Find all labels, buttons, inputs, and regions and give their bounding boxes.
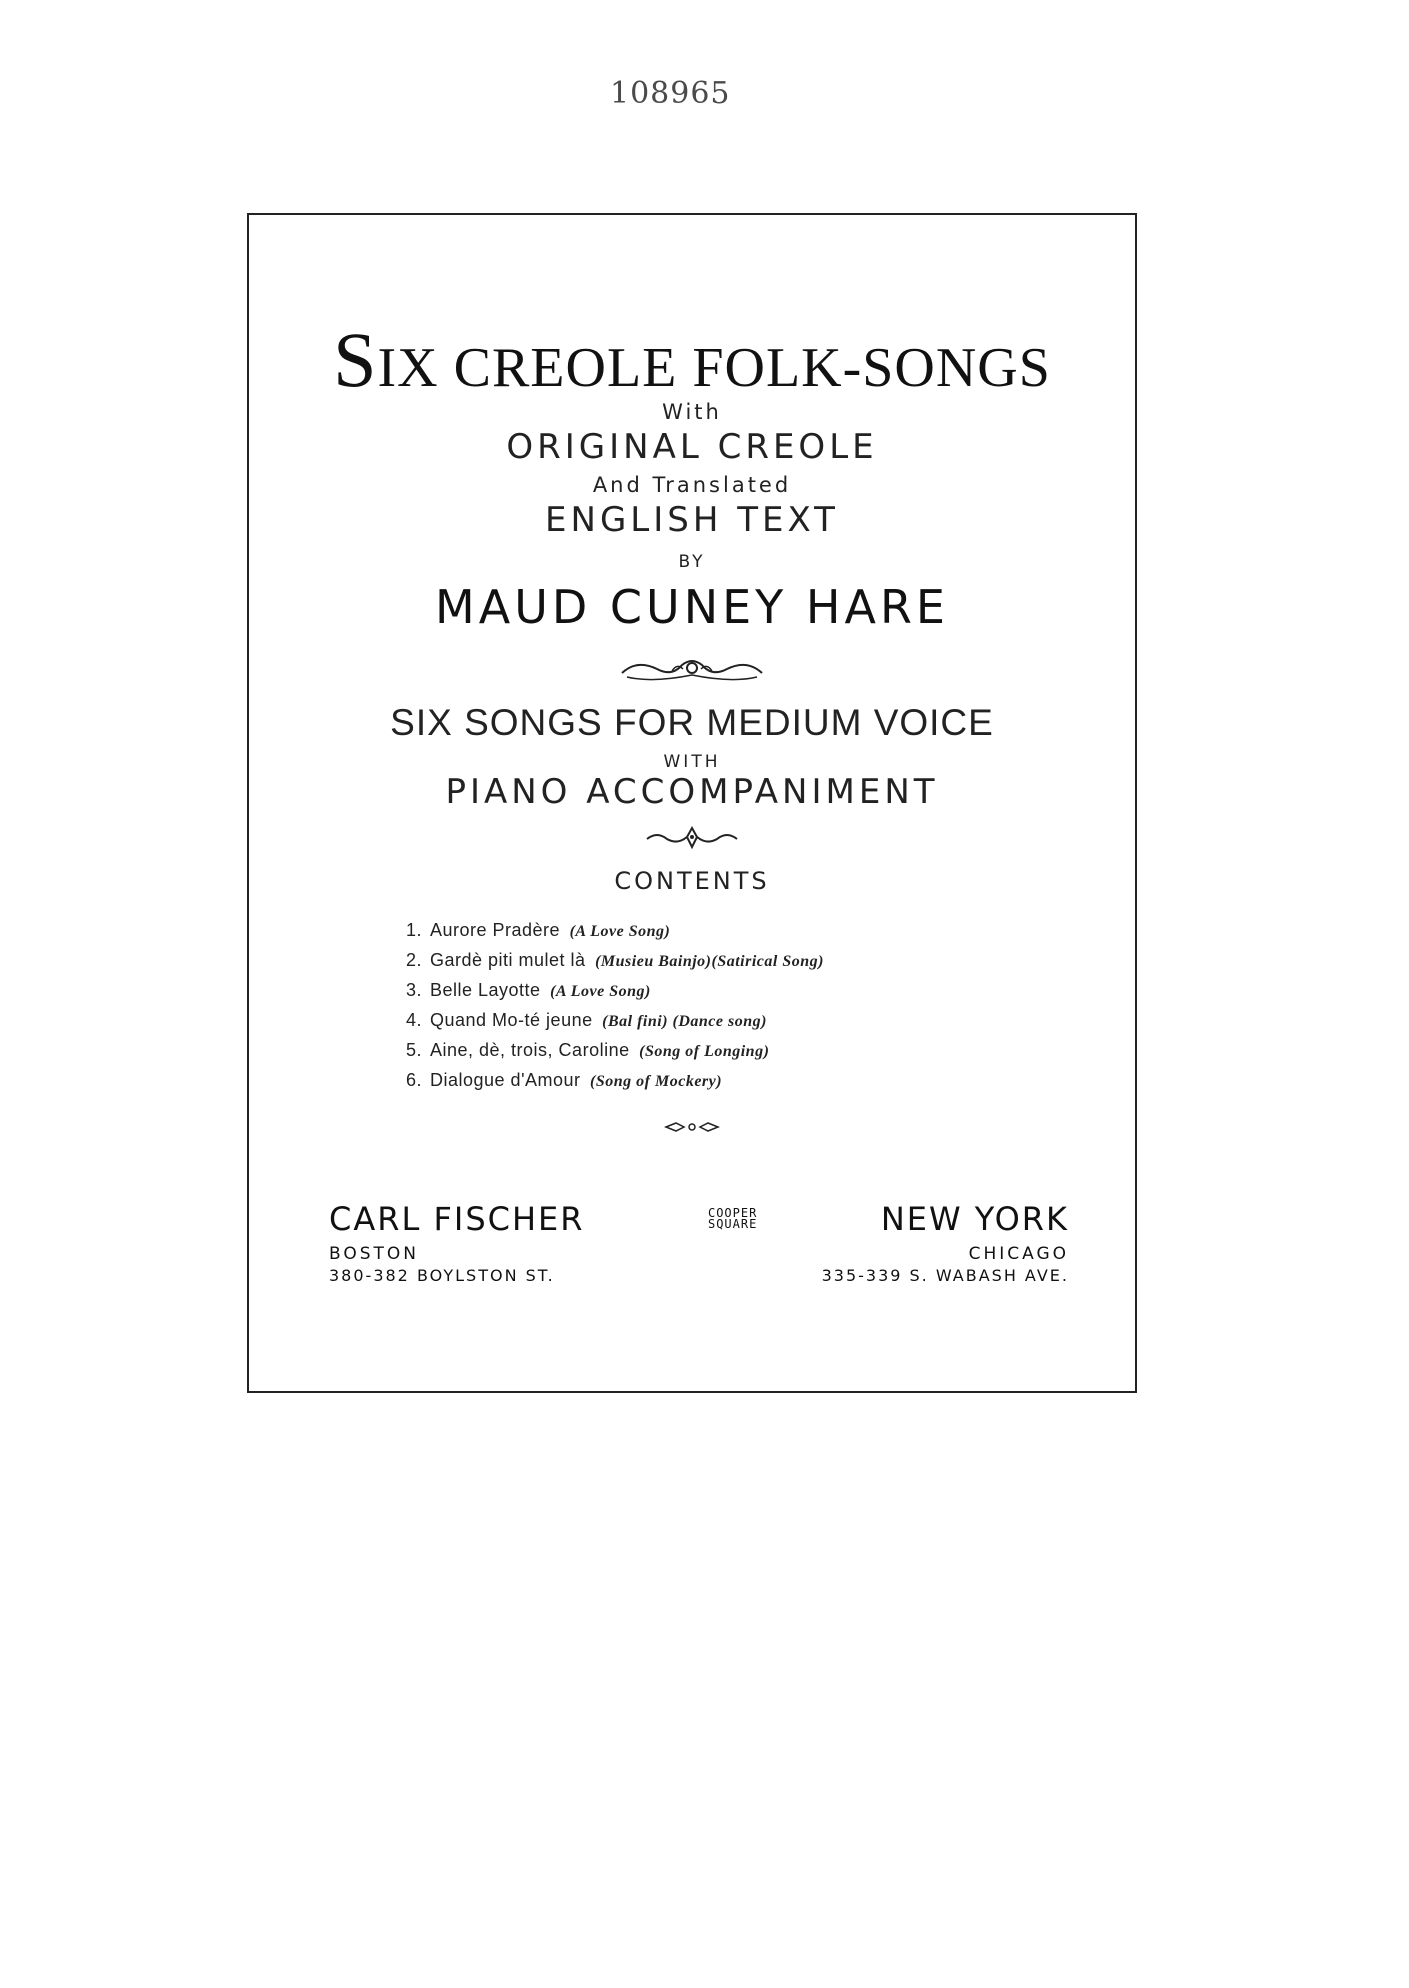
and-translated-label: And Translated: [592, 473, 792, 497]
publisher-city: NEW YORK: [880, 1200, 1069, 1238]
title-page-frame: [247, 213, 1137, 1393]
english-text-label: ENGLISH TEXT: [545, 500, 839, 540]
song-title: Belle Layotte: [430, 980, 541, 1000]
voice-description: SIX SONGS FOR MEDIUM VOICE: [390, 702, 994, 743]
song-description: (A Love Song): [550, 983, 651, 1000]
item-number: 2.: [406, 950, 423, 970]
accompaniment-label: PIANO ACCOMPANIMENT: [445, 772, 939, 812]
end-ornament: [249, 1120, 1135, 1134]
item-number: 1.: [406, 920, 423, 940]
author-name: MAUD CUNEY HARE: [435, 580, 949, 634]
song-description: (Bal fini) (Dance song): [602, 1013, 767, 1030]
song-title: Aurore Pradère: [430, 920, 561, 940]
floral-ornament-icon: [642, 825, 742, 851]
contents-heading: CONTENTS: [614, 867, 770, 895]
branch-address-boston: 380-382 BOYLSTON ST.: [329, 1266, 555, 1285]
item-number: 4.: [406, 1010, 423, 1030]
list-item: [406, 945, 824, 975]
branch-city-chicago: CHICAGO: [968, 1244, 1069, 1264]
branch-address-chicago: 335-339 S. WABASH AVE.: [821, 1266, 1069, 1285]
list-item: [406, 915, 824, 945]
song-description: (Song of Mockery): [590, 1073, 723, 1090]
list-item: [406, 1035, 824, 1065]
by-label: BY: [678, 552, 706, 572]
item-number: 5.: [406, 1040, 423, 1060]
publisher-mark-line-2: SQUARE: [707, 1217, 758, 1231]
song-description: (A Love Song): [569, 923, 671, 940]
catalog-number: 108965: [610, 76, 731, 111]
publisher-mark-line-1: COOPER: [707, 1206, 758, 1220]
scroll-ornament: [249, 655, 1135, 685]
page-title: [249, 315, 1135, 405]
song-title: Dialogue d'Amour: [430, 1070, 581, 1090]
publisher-mark: [708, 1208, 757, 1230]
with-label-2: WITH: [663, 752, 721, 772]
list-item: [406, 1065, 824, 1095]
song-title: Quand Mo-té jeune: [430, 1010, 593, 1030]
contents-list: [406, 915, 824, 1095]
song-title: Aine, dè, trois, Caroline: [430, 1040, 630, 1060]
list-item: [406, 1005, 824, 1035]
with-label: With: [662, 400, 722, 424]
item-number: 3.: [406, 980, 423, 1000]
song-description: (Musieu Bainjo)(Satirical Song): [595, 953, 824, 970]
original-creole-label: ORIGINAL CREOLE: [506, 427, 878, 467]
publisher-name: CARL FISCHER: [329, 1200, 585, 1238]
song-description: (Song of Longing): [639, 1043, 770, 1060]
item-number: 6.: [406, 1070, 423, 1090]
title-rest: IX CREOLE FOLK-SONGS: [377, 337, 1051, 399]
diamond-ornament-icon: [662, 1120, 722, 1134]
branch-city-boston: BOSTON: [329, 1244, 420, 1264]
list-item: [406, 975, 824, 1005]
title-initial: S: [333, 316, 378, 403]
small-ornament: [249, 825, 1135, 851]
song-title: Gardè piti mulet là: [430, 950, 586, 970]
publisher-block: [329, 1200, 1069, 1285]
scroll-ornament-icon: [617, 655, 767, 685]
